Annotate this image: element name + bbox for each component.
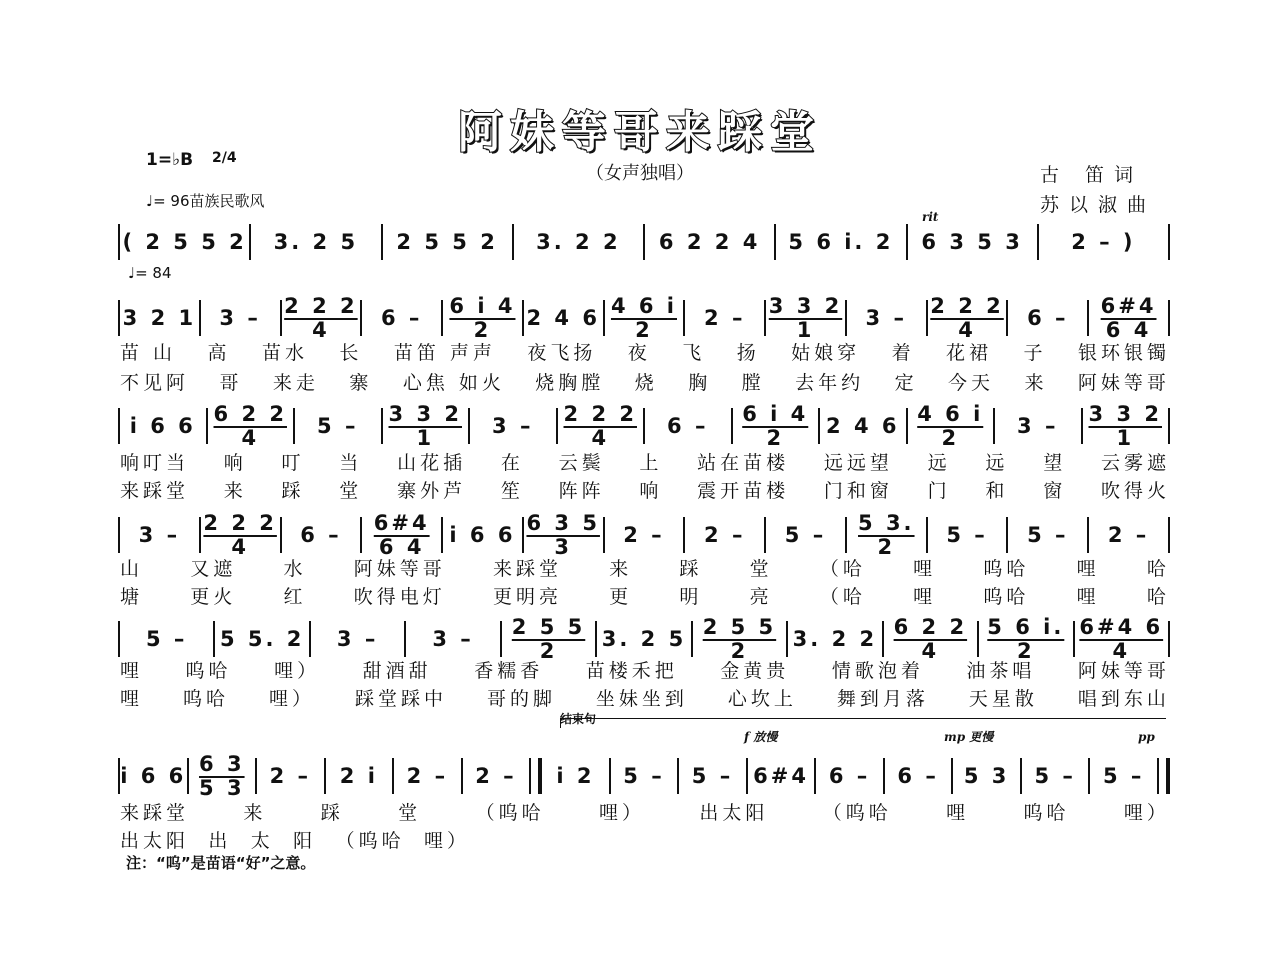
lyric-word: 天星散	[968, 688, 1038, 710]
measure: 2 5 5 2	[396, 230, 498, 254]
measure: 6#4 6 4	[373, 511, 430, 559]
measure: 6#4 6 4	[1100, 294, 1157, 342]
lyric-word: 出太阳	[699, 802, 769, 824]
lyric-word: 唱到东山	[1077, 688, 1170, 710]
measure: i 2	[556, 764, 595, 788]
measure: 5 –	[1027, 523, 1069, 547]
ending-bracket	[560, 718, 1166, 719]
key-signature: 1=♭B	[146, 150, 194, 170]
measure: 3. 2 5	[601, 627, 687, 651]
lyric-word: 吹得电灯	[353, 586, 446, 608]
lyric-word: 阿妹等哥	[1077, 372, 1170, 394]
lyric-word: 烧	[634, 372, 658, 394]
lyric-word: 哩	[120, 660, 144, 682]
measure: 2 –	[1107, 523, 1150, 547]
lyric-word: 远	[927, 452, 951, 474]
measure: 6 –	[300, 523, 342, 547]
rit-mark: rit	[922, 210, 939, 224]
lyric-word: 夜飞扬	[527, 342, 597, 364]
lyric-line	[120, 684, 1170, 711]
measure: 5 –	[146, 627, 188, 651]
measure: 6 –	[1027, 306, 1069, 330]
lyric-word: 踩	[320, 802, 344, 824]
lyric-word: （呜哈	[475, 802, 545, 824]
ending-phrase-label: 结束句	[560, 712, 597, 726]
lyric-word: 着	[891, 342, 915, 364]
lyric-line	[120, 338, 1170, 365]
lyric-word: 笙	[500, 480, 524, 502]
lyric-word: 苗 山	[120, 342, 177, 364]
lyric-word: 来踩堂	[120, 480, 190, 502]
lyric-word: 今天	[948, 372, 995, 394]
barline	[1168, 621, 1170, 657]
lyric-word: 红	[283, 586, 307, 608]
measure: i 6 6	[449, 523, 516, 547]
lyric-line	[120, 368, 1170, 395]
lyric-word: 不见阿	[120, 372, 190, 394]
lyric-word: 寨	[349, 372, 373, 394]
lyric-word: 堂	[749, 558, 773, 580]
lyric-word: 香糯香	[474, 660, 544, 682]
measure: 5 –	[1102, 764, 1145, 788]
measure: ( 2 5 5 2	[122, 230, 247, 254]
measure: 3 –	[432, 627, 474, 651]
barline	[1168, 300, 1170, 336]
lyric-word: 堂	[398, 802, 422, 824]
lyric-word: 呜哈	[185, 660, 232, 682]
lyric-word: 更火	[190, 586, 237, 608]
lyric-word: 亮	[749, 586, 773, 608]
measure: 6 2 2 4	[213, 402, 287, 450]
lyric-word: 定	[894, 372, 918, 394]
lyric-word: （呜哈	[335, 830, 405, 852]
measure: 3 –	[492, 414, 534, 438]
measure: 2 –	[475, 764, 517, 788]
measure: 2 4 6	[826, 414, 900, 438]
measure: 4 6 i 2	[610, 294, 677, 342]
lyric-word: 坐妹坐到	[595, 688, 688, 710]
time-signature: 2/4	[212, 150, 237, 166]
lyric-word: 上	[639, 452, 663, 474]
lyric-word: 哩	[913, 586, 937, 608]
lyric-word: 呜哈	[983, 558, 1030, 580]
lyric-word: 阳	[293, 830, 317, 852]
page-title: 阿妹等哥来踩堂	[458, 107, 822, 158]
lyric-word: 来	[1024, 372, 1048, 394]
lyric-word: 踩	[679, 558, 703, 580]
lyric-word: 来	[223, 480, 247, 502]
measure: 4 6 i 2	[917, 402, 984, 450]
lyric-line	[120, 476, 1170, 503]
lyric-word: 出太阳	[120, 830, 190, 852]
lyric-word: 阿妹等哥	[1077, 660, 1170, 682]
barline	[529, 758, 542, 794]
lyric-word: 心焦 如火	[402, 372, 505, 394]
measure: 2 4 6	[526, 306, 600, 330]
measure: 5 –	[784, 523, 827, 547]
measure: 6 3 5 3	[526, 511, 600, 559]
measure: 6 2 2 4	[658, 230, 761, 254]
measure: 6 3 5 3	[199, 752, 245, 800]
staff-row	[118, 752, 1170, 800]
measure: 5 3	[963, 764, 1010, 788]
measure: 2 2 2 4	[563, 402, 637, 450]
measure: 6 –	[667, 414, 709, 438]
lyric-word: 胸	[688, 372, 712, 394]
dynamic-pp: pp	[1138, 730, 1155, 744]
lyric-word: 哈	[1146, 558, 1170, 580]
lyric-word: （哈	[819, 558, 866, 580]
lyric-word: 塘	[120, 586, 144, 608]
measure: 3 –	[219, 306, 261, 330]
lyric-word: 来	[243, 802, 267, 824]
lyric-word: 太	[250, 830, 274, 852]
lyric-word: 去年约	[795, 372, 865, 394]
lyric-word: 当	[339, 452, 363, 474]
lyric-word: 苗水	[261, 342, 308, 364]
lyric-word: 哩	[1076, 558, 1100, 580]
lyric-word: 响	[223, 452, 247, 474]
measure: 5 –	[691, 764, 734, 788]
measure: 5 –	[946, 523, 988, 547]
staff-row	[118, 615, 1170, 663]
measure: 3 –	[865, 306, 907, 330]
staff-row	[118, 402, 1170, 450]
lyric-word: 来踩堂	[120, 802, 190, 824]
measure: 3. 2 5	[273, 230, 359, 254]
lyric-word: 又遮	[190, 558, 237, 580]
measure: 3. 2 2	[536, 230, 621, 254]
lyric-word: 银环银镯	[1077, 342, 1170, 364]
footnote: 注：“呜”是苗语“好”之意。	[126, 854, 316, 872]
lyric-word: （哈	[819, 586, 866, 608]
measure: 2 –	[623, 523, 665, 547]
dynamic-mp: mp 更慢	[944, 730, 994, 744]
lyric-word: 山花插	[397, 452, 467, 474]
barline	[1168, 517, 1170, 553]
lyric-word: （呜哈	[822, 802, 892, 824]
lyric-word: 远远望	[823, 452, 893, 474]
measure: 2 5 5 2	[702, 615, 777, 663]
measure: 5 –	[317, 414, 359, 438]
lyric-word: 哈	[1146, 586, 1170, 608]
lyric-word: 出	[208, 830, 232, 852]
lyric-word: 哥	[219, 372, 243, 394]
lyric-word: 哩	[946, 802, 970, 824]
barline	[1168, 408, 1170, 444]
lyric-word: 阵阵	[558, 480, 605, 502]
lyric-word: 哩）	[598, 802, 645, 824]
measure: 2 2 2 4	[284, 294, 358, 342]
lyric-word: 来	[609, 558, 633, 580]
measure: 3 2 1	[122, 306, 197, 330]
measure: 6 –	[380, 306, 423, 330]
staff-row	[118, 511, 1170, 559]
lyric-word: 更明亮	[492, 586, 562, 608]
lyric-word: 花裙	[946, 342, 993, 364]
lyric-line	[120, 656, 1170, 683]
measure: 3. 2 2	[792, 627, 878, 651]
measure: 2 –	[704, 306, 746, 330]
lyric-word: 金黄贵	[720, 660, 790, 682]
lyric-word: 心坎上	[727, 688, 797, 710]
measure: 2 2 2 4	[930, 294, 1004, 342]
lyric-word: 呜哈	[983, 586, 1030, 608]
measure: 2 –	[704, 523, 746, 547]
lyric-word: 震开苗楼	[697, 480, 790, 502]
lyric-word: 寨外芦	[397, 480, 467, 502]
measure: 2 –	[406, 764, 449, 788]
lyric-word: 甜酒甜	[362, 660, 432, 682]
lyric-word: 望	[1043, 452, 1067, 474]
measure: 2 i	[339, 764, 378, 788]
lyric-word: 扬	[736, 342, 760, 364]
lyric-word: 膛	[741, 372, 765, 394]
staff-row	[118, 222, 1170, 262]
composer: 苏以淑曲	[1040, 194, 1157, 216]
measure: 2 –	[269, 764, 312, 788]
lyric-word: 阿妹等哥	[353, 558, 446, 580]
lyric-word: 窗	[1043, 480, 1067, 502]
lyric-word: 站在苗楼	[697, 452, 790, 474]
measure: 5 –	[1034, 764, 1076, 788]
measure: 5 5. 2	[219, 627, 305, 651]
measure: 5 6 i. 2	[788, 230, 894, 254]
lyric-word: 夜	[627, 342, 651, 364]
staff-row	[118, 294, 1170, 342]
measure: i 6 6	[129, 414, 196, 438]
lyric-word: 哩	[913, 558, 937, 580]
lyric-word: 山	[120, 558, 144, 580]
lyric-word: 来走	[272, 372, 319, 394]
lyric-word: 飞	[682, 342, 706, 364]
lyric-word: 呜哈	[1023, 802, 1070, 824]
lyric-word: 在	[500, 452, 524, 474]
tempo-style: ♩= 96苗族民歌风	[146, 192, 265, 210]
lyric-word: 响	[639, 480, 663, 502]
lyric-line	[120, 582, 1170, 609]
lyric-word: 姑娘穿	[791, 342, 861, 364]
lyric-word: 云雾遮	[1100, 452, 1170, 474]
barline	[1168, 224, 1170, 260]
lyric-word: 油茶唱	[966, 660, 1036, 682]
measure: 2 2 2 4	[203, 511, 277, 559]
measure: 6 3 5 3	[921, 230, 1023, 254]
measure: i 6 6	[120, 764, 187, 788]
subtitle: （女声独唱）	[586, 163, 694, 184]
barline	[1157, 758, 1170, 794]
lyric-word: 舞到月落	[836, 688, 929, 710]
lyric-line	[120, 826, 470, 853]
lyric-word: 明	[679, 586, 703, 608]
lyric-word: 呜哈	[182, 688, 229, 710]
measure: 5 –	[623, 764, 665, 788]
lyric-word: 踩	[281, 480, 305, 502]
measure: 3 3 2 1	[388, 402, 462, 450]
lyric-word: 长	[339, 342, 363, 364]
lyric-word: 哩	[120, 688, 144, 710]
lyric-word: 和	[985, 480, 1009, 502]
lyric-line	[120, 798, 1170, 825]
lyric-word: 哥的脚	[486, 688, 556, 710]
measure: 6 –	[897, 764, 939, 788]
lyric-word: 高	[207, 342, 231, 364]
ending-bracket-left	[560, 718, 561, 728]
lyric-word: 哩	[1076, 586, 1100, 608]
measure: 6 2 2 4	[893, 615, 968, 663]
lyric-word: 吹得火	[1100, 480, 1170, 502]
lyric-word: 踩堂踩中	[354, 688, 447, 710]
measure: 3 –	[1017, 414, 1059, 438]
lyric-word: 叮	[281, 452, 305, 474]
lyric-word: 堂	[339, 480, 363, 502]
lyric-word: 哩）	[268, 688, 315, 710]
measure: 3 –	[336, 627, 379, 651]
lyric-word: 哩）	[1123, 802, 1170, 824]
measure: 6#4	[753, 764, 809, 788]
lyric-line	[120, 448, 1170, 475]
measure: 6 i 4 2	[742, 402, 809, 450]
tempo-change: ♩= 84	[128, 264, 172, 282]
lyric-word: 哩）	[274, 660, 321, 682]
lyric-word: 苗笛 声声	[393, 342, 496, 364]
measure: 2 – )	[1071, 230, 1136, 254]
lyric-line	[120, 554, 1170, 581]
lyric-word: 子	[1023, 342, 1047, 364]
measure: 3 3 2 1	[1088, 402, 1162, 450]
lyric-word: 水	[283, 558, 307, 580]
lyric-word: 门和窗	[823, 480, 893, 502]
lyric-word: 云鬓	[558, 452, 605, 474]
lyric-word: 响叮当	[120, 452, 190, 474]
measure: 6 –	[828, 764, 871, 788]
measure: 5 3. 2	[858, 511, 915, 559]
lyric-word: 门	[927, 480, 951, 502]
lyricist: 古 笛词	[1040, 164, 1144, 186]
measure: 5 6 i. 2	[987, 615, 1065, 663]
measure: 6 i 4 2	[449, 294, 516, 342]
lyric-word: 哩）	[423, 830, 470, 852]
lyric-word: 情歌泡着	[831, 660, 924, 682]
lyric-word: 烧胸膛	[535, 372, 605, 394]
lyric-word: 远	[985, 452, 1009, 474]
lyric-word: 来踩堂	[492, 558, 562, 580]
lyric-word: 更	[609, 586, 633, 608]
dynamic-f: f 放慢	[744, 730, 778, 744]
measure: 3 –	[138, 523, 181, 547]
measure: 3 3 2 1	[768, 294, 843, 342]
measure: 2 5 5 2	[511, 615, 586, 663]
measure: 6#4 6 4	[1079, 615, 1164, 663]
lyric-word: 苗楼禾把	[585, 660, 678, 682]
